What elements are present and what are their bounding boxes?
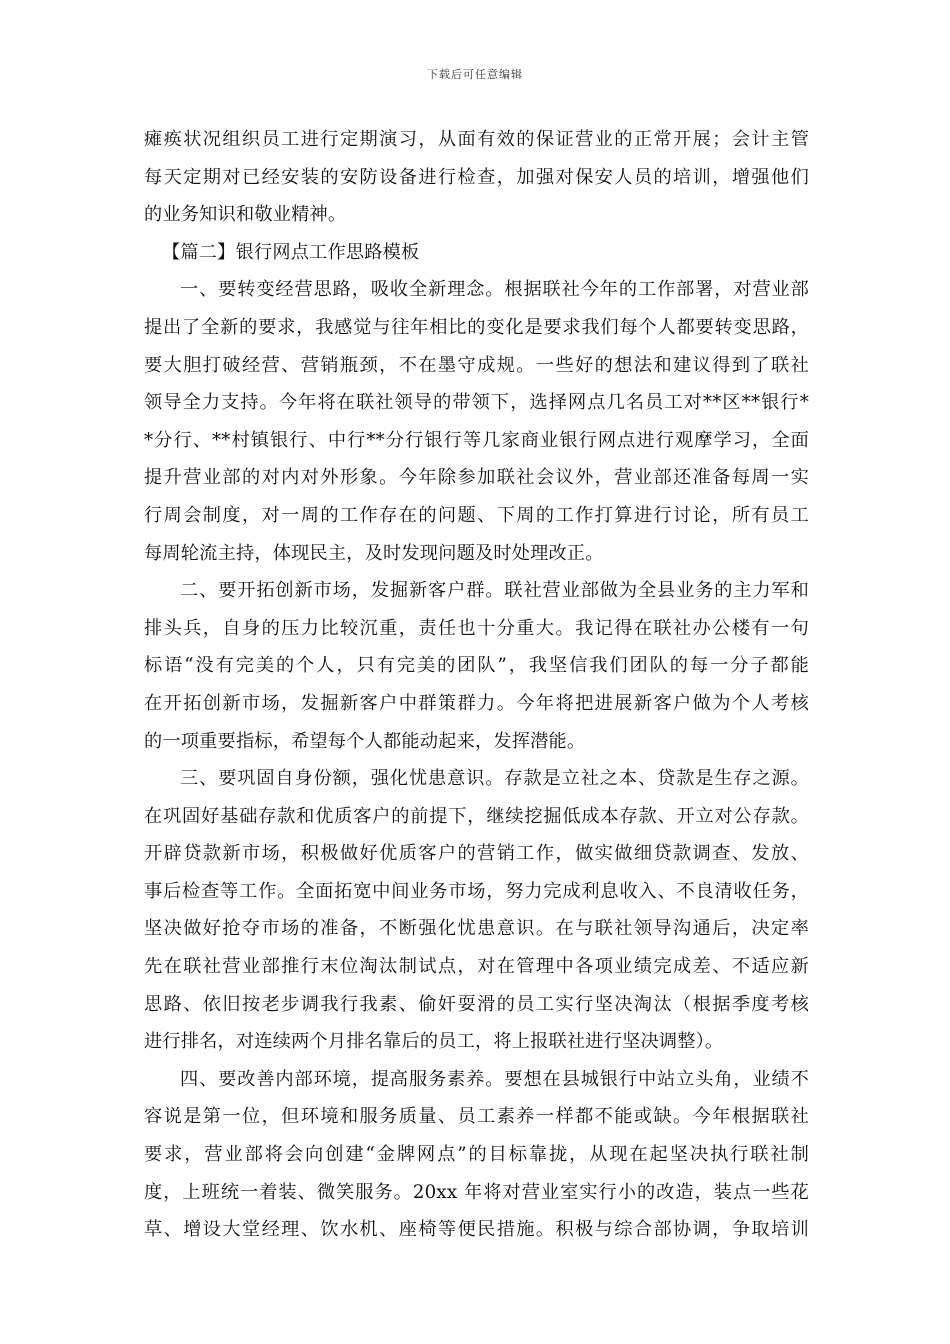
text-line: 的一项重要指标，希望每个人都能动起来，发挥潜能。 [144,730,586,752]
text-line: 的业务知识和敬业精神。 [144,204,347,226]
text-line: 要求，营业部将会向创建“金牌网点”的目标靠拢，从现在起坚决执行联社制 [144,1144,809,1166]
text-line: 度，上班统一着装、微笑服务。20xx 年将对营业室实行小的改造，装点一些花 [144,1181,809,1203]
text-line: 容说是第一位，但环境和服务质量、员工素养一样都不能或缺。今年根据联社 [144,1106,809,1128]
text-line: 标语“没有完美的个人，只有完美的团队”，我坚信我们团队的每一分子都能 [144,655,809,677]
text-line: 进行排名，对连续两个月排名靠后的员工，将上报联社进行坚决调整）。 [144,1031,724,1053]
text-line: 每天定期对已经安装的安防设备进行检查，加强对保安人员的培训，增强他们 [144,166,809,188]
paragraph-point-3 [144,760,809,1061]
text-line: 先在联社营业部推行末位淘汰制试点，对在管理中各项业绩完成差、不适应新 [144,956,809,978]
paragraph-point-2 [144,572,809,760]
text-line: 行周会制度，对一周的工作存在的问题、下周的工作打算进行讨论，所有员工 [144,504,809,526]
text-line: 三、要巩固自身份额，强化忧患意识。存款是立社之本、贷款是生存之源。 [180,768,809,790]
paragraph-point-1 [144,271,809,572]
text-line: 在开拓创新市场，发掘新客户中群策群力。今年将把进展新客户做为个人考核 [144,692,809,714]
text-line: 事后检查等工作。全面拓宽中间业务市场，努力完成利息收入、不良清收任务， [144,880,809,902]
text-line: 要大胆打破经营、营销瓶颈，不在墨守成规。一些好的想法和建议得到了联社 [144,354,809,376]
text-line: 思路、依旧按老步调我行我素、偷奸耍滑的员工实行坚决淘汰（根据季度考核 [144,993,809,1015]
text-line: 二、要开拓创新市场，发掘新客户群。联社营业部做为全县业务的主力军和 [180,580,809,602]
document-body [144,121,809,1249]
page-header: 下载后可任意编辑 [427,68,523,81]
section-heading [144,234,809,272]
text-line: 每周轮流主持，体现民主，及时发现问题及时处理改正。 [144,542,604,564]
text-line: 四、要改善内部环境，提高服务素养。要想在县城银行中站立头角，业绩不 [180,1068,809,1090]
text-line: 一、要转变经营思路，吸收全新理念。根据联社今年的工作部署，对营业部 [180,279,809,301]
text-line: *分行、**村镇银行、中行**分行银行等几家商业银行网点进行观摩学习，全面 [144,429,809,451]
text-line: 领导全力支持。今年将在联社领导的带领下，选择网点几名员工对**区**银行* [144,392,809,414]
text-line: 草、增设大堂经理、饮水机、座椅等便民措施。积极与综合部协调，争取培训 [144,1219,809,1241]
text-line: 提出了全新的要求，我感觉与往年相比的变化是要求我们每个人都要转变思路， [144,316,809,338]
text-line: 瘫痪状况组织员工进行定期演习，从面有效的保证营业的正常开展；会计主管 [144,129,809,150]
paragraph-security-continued [144,121,809,234]
paragraph-point-4 [144,1061,809,1249]
section-title: 【篇二】银行网点工作思路模板 [162,241,420,263]
text-line: 排头兵，自身的压力比较沉重，责任也十分重大。我记得在联社办公楼有一句 [144,617,809,639]
text-line: 提升营业部的对内对外形象。今年除参加联社会议外，营业部还准备每周一实 [144,467,809,489]
text-line: 在巩固好基础存款和优质客户的前提下，继续挖掘低成本存款、开立对公存款。 [144,805,809,827]
text-line: 开辟贷款新市场，积极做好优质客户的营销工作，做实做细贷款调查、发放、 [144,843,809,865]
text-line: 坚决做好抢夺市场的准备，不断强化忧患意识。在与联社领导沟通后，决定率 [144,918,809,940]
